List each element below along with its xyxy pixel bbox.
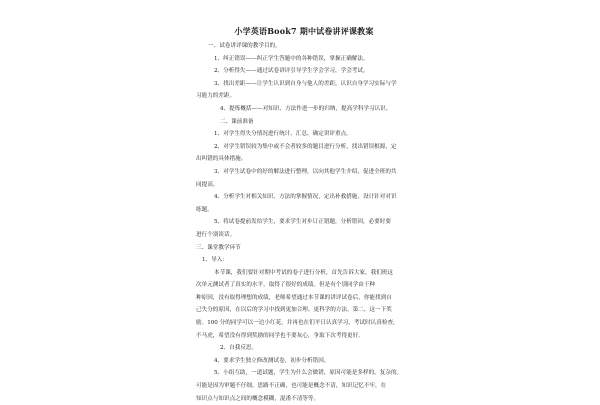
lesson-plan-document: [196, 24, 412, 405]
paragraph-line: 2、自我反思。: [220, 345, 258, 352]
paragraph-line: 2、分析得失——通过试卷讲评引导学生学会学习，学会考试。: [214, 68, 369, 75]
paragraph-line: 4、分析学生对相关知识、方法的掌握情况，定出补救措施，设计针对对识: [214, 194, 397, 201]
paragraph-line: 习能力的差距。: [196, 93, 236, 100]
paragraph-line: 种原因，没有取得理想的成绩，老师希望通过本节课的讲评试卷后，你能找到自: [196, 294, 392, 301]
paragraph-line: 己失分的原因，在以后的学习中找到更加合理、更科学的方法。第二，这一下奖: [196, 307, 392, 314]
paragraph-line: 4、要求学生独立修改测试卷，初步分析错因。: [214, 357, 330, 364]
paragraph-line: 1、导入：: [202, 257, 228, 264]
section-heading-purpose: 一、试卷讲评课的教学目的。: [208, 43, 281, 49]
section-heading-preparation: 二、课前准备: [220, 118, 254, 125]
paragraph-line: 2、对学生错误较为集中或不会者较多的题目进行分析，找出错误根源，定: [214, 143, 397, 150]
paragraph-line: 1、对学生得失分情况进行统计、汇总，确定讲评重点。: [214, 131, 352, 138]
paragraph-line: 出纠错的具体措施。: [196, 156, 247, 163]
paragraph-line: 知识点与知识点之间的概念模糊，混淆不清等等。: [196, 395, 320, 402]
paragraph-line: 进行个别谈话。: [196, 231, 236, 238]
paragraph-line: 4、提炼概括——对知识、方法作进一步的归纳，提高学科学习认识。: [220, 105, 392, 112]
section-heading-classroom: 三、课堂教学环节: [196, 244, 241, 251]
paragraph-line: 5、小组互助，一道试题，学生为什么会做错，原因可能是多样的，复杂的。: [214, 370, 403, 377]
paragraph-line: 5、将试卷提前发给学生，要求学生对步订正错题，分析错因，必要时要: [214, 219, 391, 226]
document-title: 小学英语Book7 期中试卷讲评课教案: [234, 26, 374, 36]
paragraph-line: 本节课，我们要针对期中考试的卷子进行分析，首先告诉大家，我们班这: [214, 269, 394, 276]
paragraph-line: 练题。: [196, 206, 213, 213]
paragraph-line: 不马虎，希望没有得到奖励的同学也不要灰心，争取下次考得更好。: [196, 332, 364, 339]
paragraph-line: 同提高。: [196, 181, 219, 188]
paragraph-line: 3、对学生试卷中的好的解法进行整理，以向其他学生介绍，促进全班的共: [214, 168, 397, 175]
paragraph-line: 可能是因为审题不仔细，思路不正确，也可能是概念不清，知识记忆不牢，在: [196, 383, 387, 390]
paragraph-line: 次单元测试者了真实的水平，取得了很好的成绩。但是有个别同学由于种: [196, 282, 376, 289]
paragraph-line: 励。100 分的同学可以一边小红花，并再也在们平日认真学习，考试时认真检查，: [196, 320, 399, 327]
paragraph-line: 1、纠正错误——纠正学生答题中的各种错误，掌握正确解法。: [214, 55, 369, 62]
paragraph-line: 3、找出差距——让学生认识到自身与他人的差距，认识自身学习实际与学: [214, 80, 397, 87]
